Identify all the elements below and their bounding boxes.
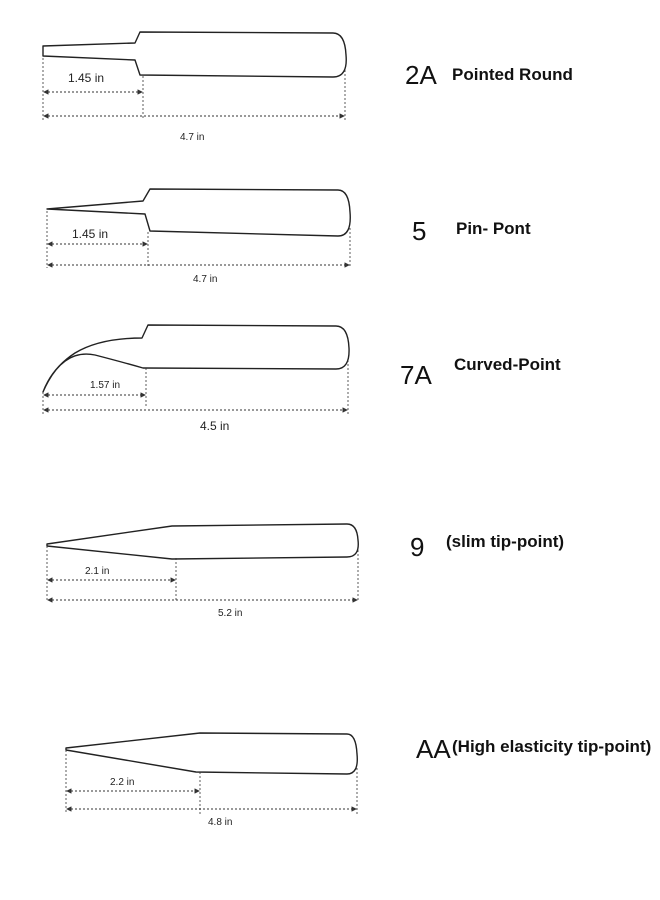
tweezer-aa [66, 733, 651, 828]
tweezer-2a [43, 32, 573, 143]
tweezer-9-outline [47, 524, 358, 559]
tweezer-5-name: Pin- Pont [456, 219, 531, 238]
tweezer-2a-tip-length: 1.45 in [68, 71, 105, 85]
tweezer-5-total-length: 4.7 in [193, 274, 218, 285]
tweezer-9 [47, 524, 564, 619]
tweezer-9-code-visible: 9 [410, 532, 425, 562]
tweezer-7a-code: 7A [400, 360, 432, 390]
tweezer-aa-outline [66, 733, 357, 774]
tweezer-aa-code: AA [416, 734, 451, 764]
tweezer-5-tip-length: 1.45 in [72, 227, 109, 241]
tweezer-5-code: 5 [412, 216, 427, 246]
tweezer-7a-total-length: 4.5 in [200, 419, 230, 433]
tweezer-aa-name: (High elasticity tip-point) [452, 737, 652, 756]
tweezer-9-tip-length: 2.1 in [85, 566, 110, 577]
tweezer-2a-code: 2A [405, 60, 437, 90]
tweezer-7a-outline [43, 325, 349, 392]
tweezer-7a-tip-length: 1.57 in [90, 380, 121, 391]
tweezer-aa-tip-length: 2.2 in [110, 777, 135, 788]
tweezer-2a-total-length: 4.7 in [180, 132, 205, 143]
tweezer-7a [43, 325, 561, 433]
tweezer-5 [47, 189, 531, 285]
tweezer-9-total-length: 5.2 in [218, 608, 243, 619]
tweezer-7a-name: Curved-Point [454, 355, 561, 374]
tweezer-9-name: (slim tip-point) [446, 532, 565, 551]
tweezer-aa-total-length: 4.8 in [208, 817, 233, 828]
tweezer-2a-name: Pointed Round [452, 65, 573, 84]
